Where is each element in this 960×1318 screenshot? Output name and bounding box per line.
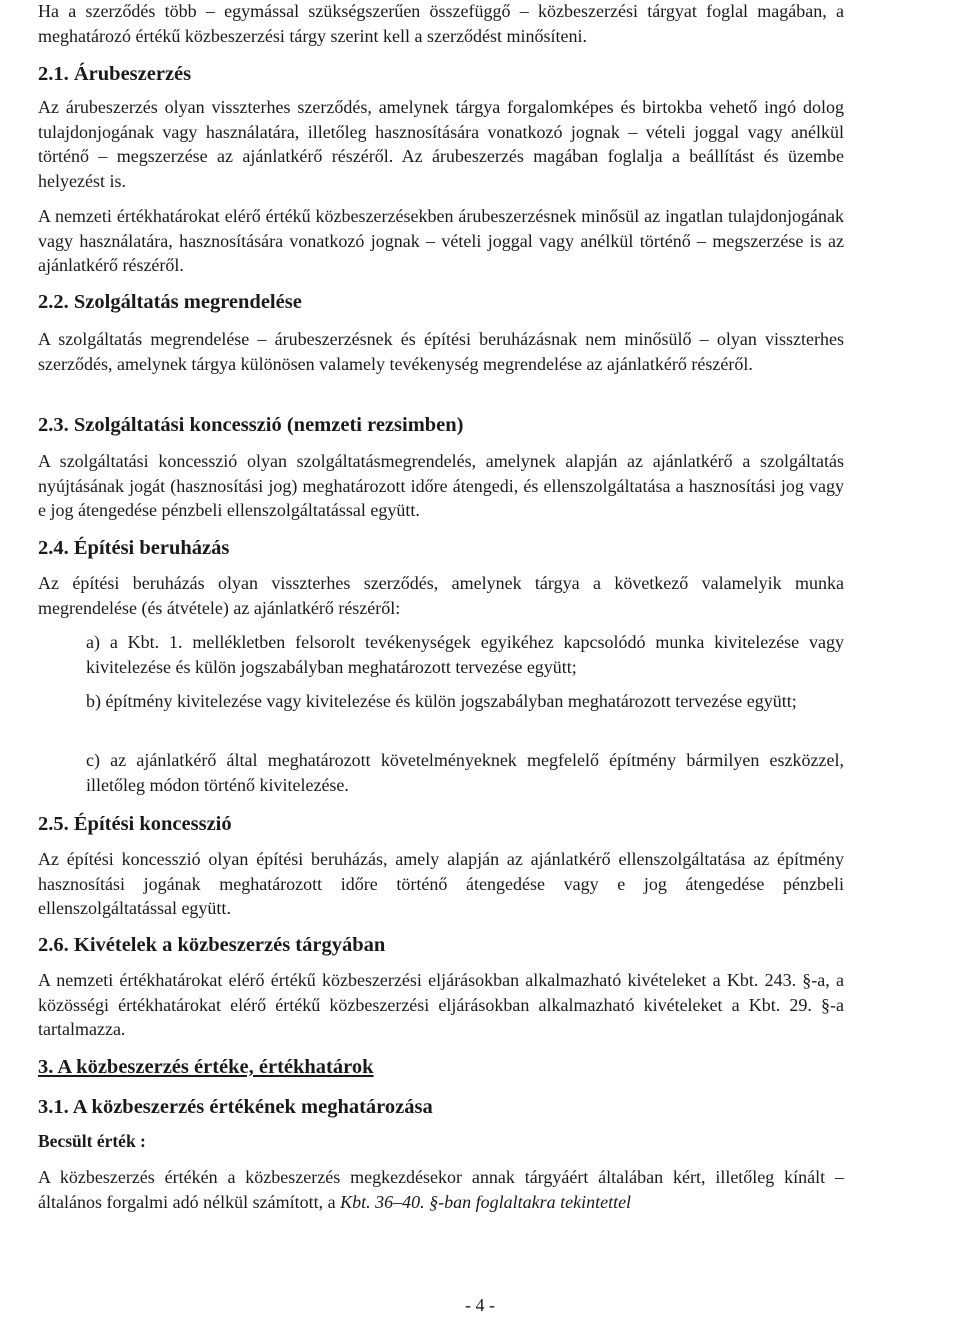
intro-paragraph: Ha a szerződés több – egymással szükségszerűen összefüggő – közbeszerzési tárgyat foglal magában, a meghatározó értékű közbeszerzési tárgy szerint kell a szerződést minősíteni.: [38, 1, 844, 46]
section-2-5-heading: 2.5. Építési koncesszió: [38, 813, 232, 835]
section-3-1-paragraph-1: [38, 1165, 844, 1214]
page-number: - 4 -: [465, 1295, 495, 1315]
section-2-4-paragraph-1: Az építési beruházás olyan visszterhes szerződés, amelynek tárgya a következő valamelyik munka megrendelése (és átvétele) az ajánlatkérő részéről:: [38, 573, 844, 618]
list-item-b: b) építmény kivitelezése vagy kivitelezése és külön jogszabályban meghatározott tervezése együtt;: [86, 691, 797, 711]
section-2-2-heading: 2.2. Szolgáltatás megrendelése: [38, 291, 302, 313]
section-2-1-paragraph-2: A nemzeti értékhatárokat elérő értékű közbeszerzésekben árubeszerzésnek minősül az ingatlan tulajdonjogának vagy használatára, hasznosítására vonatkozó jognak – vételi joggal vagy anélkül történő – megszerzése is az ajánlatkérő részéről.: [38, 206, 844, 275]
section-2-4-heading: 2.4. Építési beruházás: [38, 537, 230, 559]
section-2-2-paragraph-1: A szolgáltatás megrendelése – árubeszerzésnek és építési beruházásnak nem minősülő – olyan visszterhes szerződés, amelynek tárgya különösen valamely tevékenység megrendelése az ajánlatkérő részéről.: [38, 329, 844, 374]
section-3-1-paragraph-text: A közbeszerzés értékén a közbeszerzés megkezdésekor annak tárgyáért általában kért, illetőleg kínált – általános forgalmi adó nélkül számított, a: [38, 1167, 844, 1212]
section-2-3-heading: 2.3. Szolgáltatási koncesszió (nemzeti rezsimben): [38, 414, 464, 436]
section-2-3-paragraph-1: A szolgáltatási koncesszió olyan szolgáltatásmegrendelés, amelynek alapján az ajánlatkérő a szolgáltatás nyújtásának jogát (hasznosítási jog) meghatározott időre átengedi, és ellenszolgáltatása a hasznosítási jog vagy e jog átengedése pénzbeli ellenszolgáltatással együtt.: [38, 451, 844, 520]
estimated-value-subheading: Becsült érték :: [38, 1131, 146, 1151]
section-3-1-paragraph-italic: Kbt. 36–40. §-ban foglaltakra tekintettel: [340, 1191, 632, 1212]
section-2-5-paragraph-1: Az építési koncesszió olyan építési beruházás, amely alapján az ajánlatkérő ellenszolgáltatása az építmény hasznosítási jogának meghatározott időre történő átengedése vagy e jog átengedése pénzbeli ellenszolgáltatással együtt.: [38, 849, 844, 918]
section-2-6-heading: 2.6. Kivételek a közbeszerzés tárgyában: [38, 934, 386, 956]
section-3-1-heading: 3.1. A közbeszerzés értékének meghatározása: [38, 1096, 433, 1118]
list-item-c: c) az ajánlatkérő által meghatározott követelményeknek megfelelő építmény bármilyen eszközzel, illetőleg módon történő kivitelezése.: [86, 750, 844, 795]
list-item-a: a) a Kbt. 1. mellékletben felsorolt tevékenységek egyikéhez kapcsolódó munka kivitelezése vagy kivitelezése és külön jogszabályban meghatározott tervezése együtt;: [86, 632, 844, 677]
section-2-6-paragraph-1: A nemzeti értékhatárokat elérő értékű közbeszerzési eljárásokban alkalmazható kivételeket a Kbt. 243. §-a, a közösségi értékhatárokat elérő értékű közbeszerzési eljárásokban alkalmazható kivételeket a Kbt. 29. §-a tartalmazza.: [38, 970, 844, 1039]
section-2-1-heading: 2.1. Árubeszerzés: [38, 63, 192, 85]
chapter-3-heading: 3. A közbeszerzés értéke, értékhatárok: [38, 1056, 374, 1078]
section-2-1-paragraph-1: Az árubeszerzés olyan visszterhes szerződés, amelynek tárgya forgalomképes és birtokba vehető ingó dolog tulajdonjogának vagy használatára, illetőleg hasznosítására vonatkozó jognak – vételi joggal vagy anélkül történő – megszerzése az ajánlatkérő részéről. Az árubeszerzés magában foglalja a beállítást és üzembe helyezést is.: [38, 97, 844, 191]
